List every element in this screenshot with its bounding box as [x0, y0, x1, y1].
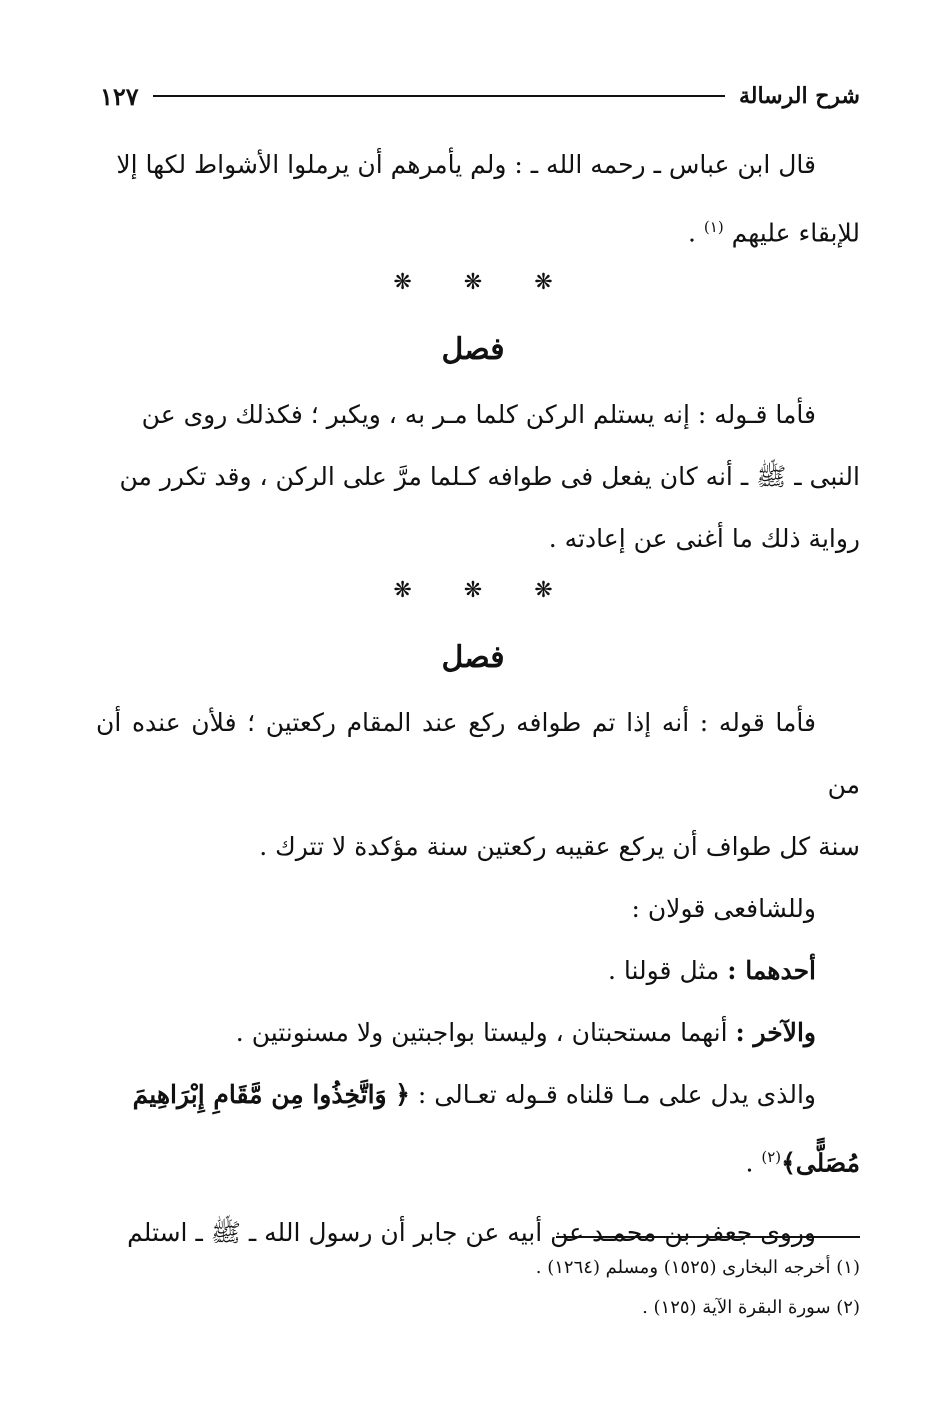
star-icon: ❋ — [534, 270, 553, 295]
quran-quote-part-1: ﴿ وَاتَّخِذُوا مِن مَّقَامِ إِبْرَاهِيمَ — [132, 1080, 410, 1109]
header-rule — [153, 95, 725, 97]
star-icon: ❋ — [393, 578, 412, 603]
footnote-ref-1: (١) — [703, 218, 724, 236]
shafii-statement: وللشافعى قولان : — [631, 894, 816, 923]
star-icon: ❋ — [463, 578, 483, 603]
footnote-2: (٢) سورة البقرة الآية (١٢٥) . — [642, 1297, 860, 1318]
first-opinion-label: أحدهما : — [727, 956, 816, 985]
section-1-line-2: النبى ـ ﷺ ـ أنه كان يفعل فى طوافه كـلما مرَّ على الركن ، وقد تكرر من — [119, 462, 860, 491]
quran-quote-part-2: مُصَلًّى﴾ — [781, 1148, 860, 1178]
page-number: ١٢٧ — [100, 81, 139, 111]
section-1-paragraph — [96, 384, 860, 570]
section-heading-2: فصل — [441, 640, 505, 675]
star-icon: ❋ — [463, 270, 483, 295]
intro-line-1: قال ابن عباس ـ رحمه الله ـ : ولم يأمرهم أن يرملوا الأشواط لكها إلا — [116, 150, 816, 179]
section-separator-2 — [0, 578, 946, 603]
first-opinion — [96, 940, 860, 1002]
narration-line: وروى جعفر بن محمـد عن أبيه عن جابر أن رسول الله ـ ﷺ ـ استلم — [127, 1218, 816, 1248]
evidence-line-1 — [96, 1064, 860, 1126]
footnote-ref-2: (٢) — [761, 1148, 782, 1166]
section-2-body — [96, 692, 860, 1264]
intro-line-2 — [96, 196, 860, 264]
footnote-1: (١) أخرجه البخارى (١٥٢٥) ومسلم (١٢٦٤) . — [535, 1257, 860, 1278]
section-separator-1 — [0, 270, 946, 295]
intro-line-2-end: . — [688, 218, 704, 248]
footnote-rule — [556, 1236, 860, 1238]
footnotes — [96, 1248, 860, 1328]
section-2-line-1: فأما قوله : أنه إذا تم طوافه ركع عند المقام ركعتين ؛ فلأن عنده أن من — [96, 708, 860, 799]
evidence-line-2 — [96, 1126, 860, 1194]
second-opinion-label: والآخر : — [735, 1018, 816, 1047]
first-opinion-text: مثل قولنا . — [607, 956, 728, 985]
evidence-end: . — [745, 1148, 762, 1178]
second-opinion-text: أنهما مستحبتان ، وليستا بواجبتين ولا مسنونتين . — [235, 1018, 736, 1047]
section-2-line-2: سنة كل طواف أن يركع عقيبه ركعتين سنة مؤكدة لا تترك . — [259, 832, 860, 861]
section-1-line-1: فأما قـوله : إنه يستلم الركن كلما مـر به ، ويكبر ؛ فكذلك روى عن — [141, 400, 816, 429]
star-icon: ❋ — [393, 270, 412, 295]
book-title: شرح الرسالة — [738, 83, 860, 109]
intro-line-2-text: للإبقاء عليهم — [731, 218, 860, 248]
star-icon: ❋ — [534, 578, 553, 603]
section-heading-1: فصل — [441, 332, 505, 367]
section-1-line-3: رواية ذلك ما أغنى عن إعادته . — [548, 524, 860, 553]
running-header — [100, 78, 860, 114]
evidence-text: والذى يدل على مـا قلناه قـوله تعـالى : — [409, 1080, 816, 1109]
second-opinion — [96, 1002, 860, 1064]
intro-paragraph — [96, 134, 860, 264]
